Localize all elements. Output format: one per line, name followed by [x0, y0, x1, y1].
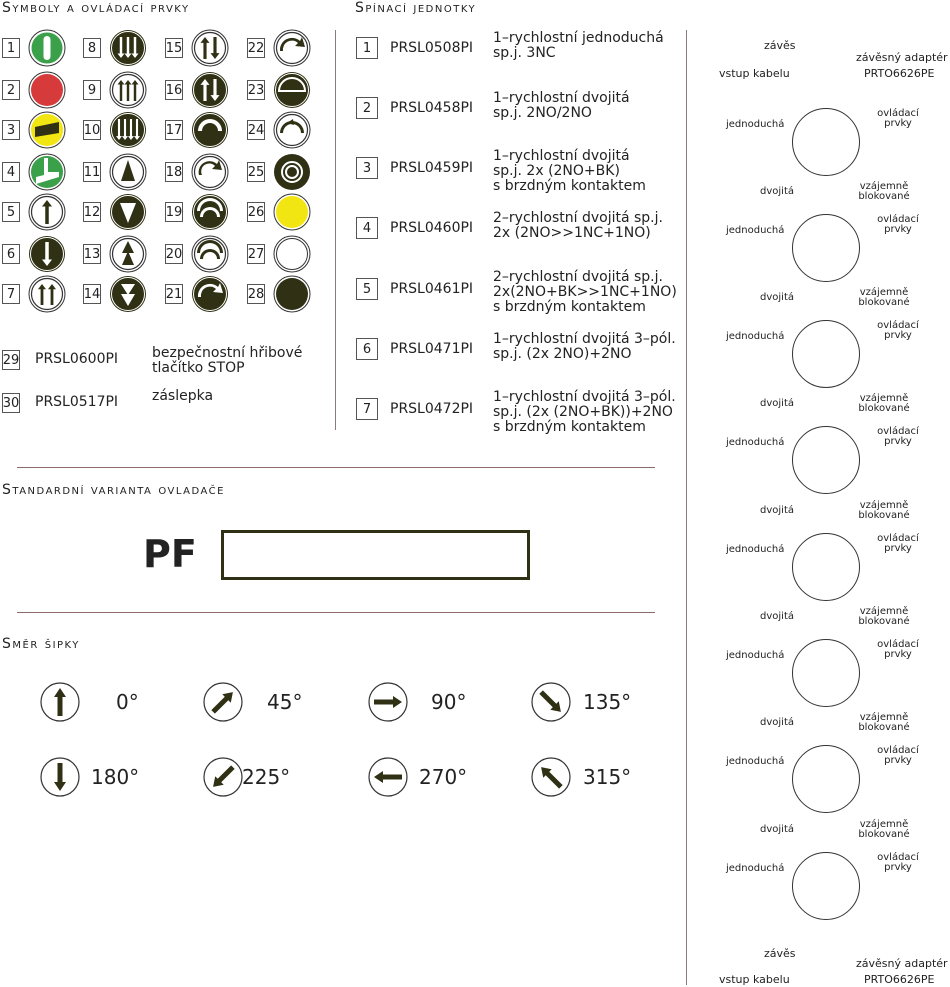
- single-arrow-down-filled-icon: [28, 235, 66, 273]
- arc-cap-outline-icon: [273, 111, 311, 149]
- direction-angle-label: 225°: [242, 765, 291, 789]
- slot-controls-label: prvky: [884, 755, 912, 766]
- arrow-section-title: Směr šipky: [2, 636, 80, 652]
- unit-desc-line: sp.j. 2NO/2NO: [493, 105, 592, 121]
- top-zaves-label: závěs: [764, 39, 796, 52]
- slot-single-label: jednoduchá: [726, 119, 785, 130]
- slot-controls-label: ovládací: [877, 320, 919, 331]
- slot-double-label: dvojitá: [760, 611, 794, 622]
- unit-desc-line: 2–rychlostní dvojitá sp.j.: [493, 269, 663, 285]
- symbol-number: 2: [2, 80, 20, 100]
- slot-interlocked-label: blokované: [858, 403, 910, 414]
- unit-desc-line: s brzdným kontaktem: [493, 299, 646, 315]
- symbol-number: 6: [2, 244, 20, 264]
- control-slot-circle[interactable]: [792, 533, 860, 601]
- slot-controls-label: ovládací: [877, 639, 919, 650]
- extra-desc-line: tlačítko STOP: [152, 360, 245, 376]
- rule-bottom: [17, 612, 655, 613]
- symbol-number: 23: [247, 80, 265, 100]
- slot-interlocked-label: blokované: [858, 829, 910, 840]
- top-cable-label: vstup kabelu: [719, 67, 790, 80]
- yellow-circle-icon: [273, 193, 311, 231]
- slot-interlocked-label: blokované: [858, 297, 910, 308]
- arc-arrow-filled-icon: [191, 275, 229, 313]
- double-arc-filled-icon: [191, 193, 229, 231]
- unit-desc-line: 2x (2NO>>1NC+1NO): [493, 225, 651, 241]
- unit-desc-line: sp.j. 3NC: [493, 45, 556, 61]
- unit-desc-line: sp.j. (2x 2NO)+2NO: [493, 346, 632, 362]
- direction-arrow-icon: [40, 757, 78, 795]
- slot-controls-label: ovládací: [877, 108, 919, 119]
- slot-double-label: dvojitá: [760, 824, 794, 835]
- symbol-number: 22: [247, 38, 265, 58]
- direction-angle-label: 45°: [267, 690, 303, 714]
- green-lever-button-icon: [28, 153, 66, 191]
- double-triangle-up-outline-icon: [109, 235, 147, 273]
- green-white-bar-button-icon: [28, 29, 66, 67]
- slot-controls-label: prvky: [884, 649, 912, 660]
- unit-code: PRSL0471PI: [390, 341, 474, 357]
- slot-controls-label: ovládací: [877, 426, 919, 437]
- unit-desc-line: 2x(2NO+BK>>1NC+1NO): [493, 284, 677, 300]
- unit-code: PRSL0508PI: [390, 40, 474, 56]
- slot-single-label: jednoduchá: [726, 225, 785, 236]
- slot-controls-label: ovládací: [877, 533, 919, 544]
- slot-controls-label: ovládací: [877, 214, 919, 225]
- unit-desc-line: 1–rychlostní jednoduchá: [493, 30, 664, 46]
- double-triangle-down-filled-icon: [109, 275, 147, 313]
- direction-arrow-icon: [203, 757, 241, 795]
- double-arc-outline-icon: [191, 235, 229, 273]
- symbol-number: 18: [165, 162, 183, 182]
- red-button-icon: [28, 71, 66, 109]
- unit-code: PRSL0461PI: [390, 281, 474, 297]
- unit-code: PRSL0458PI: [390, 100, 474, 116]
- symbol-number: 9: [83, 80, 101, 100]
- direction-arrow-icon: [531, 757, 569, 795]
- unit-desc-line: 1–rychlostní dvojitá: [493, 148, 630, 164]
- black-circle-icon: [273, 275, 311, 313]
- unit-desc-line: 1–rychlostní dvojitá 3–pól.: [493, 331, 676, 347]
- direction-angle-label: 270°: [419, 765, 468, 789]
- unit-number: 1: [356, 37, 378, 59]
- symbol-number: 8: [83, 38, 101, 58]
- symbol-number: 3: [2, 120, 20, 140]
- slot-interlocked-label: vzájemně: [859, 287, 909, 298]
- unit-desc-line: sp.j. 2x (2NO+BK): [493, 163, 620, 179]
- control-slot-circle[interactable]: [792, 639, 860, 707]
- direction-angle-label: 0°: [116, 690, 139, 714]
- yellow-button-with-bar-icon: [28, 111, 66, 149]
- direction-arrow-icon: [368, 757, 406, 795]
- slot-single-label: jednoduchá: [726, 756, 785, 767]
- top-adapter-code: PRTO6626PE: [864, 67, 935, 80]
- units-section-title: Spínací jednotky: [355, 0, 477, 16]
- unit-number: 7: [356, 398, 378, 420]
- extra-desc-line: bezpečnostní hřibové: [152, 345, 303, 361]
- unit-number: 3: [356, 157, 378, 179]
- unit-desc-line: 2–rychlostní dvojitá sp.j.: [493, 210, 663, 226]
- symbol-number: 14: [83, 284, 101, 304]
- symbol-number: 28: [247, 284, 265, 304]
- slot-single-label: jednoduchá: [726, 650, 785, 661]
- slot-single-label: jednoduchá: [726, 863, 785, 874]
- symbol-number: 12: [83, 202, 101, 222]
- symbol-number: 16: [165, 80, 183, 100]
- up-down-arrows-outline-icon: [191, 29, 229, 67]
- concentric-circles-filled-icon: [273, 153, 311, 191]
- slot-controls-label: prvky: [884, 224, 912, 235]
- slot-controls-label: prvky: [884, 436, 912, 447]
- slot-controls-label: prvky: [884, 862, 912, 873]
- bottom-cable-label: vstup kabelu: [719, 973, 790, 986]
- unit-number: 5: [356, 278, 378, 300]
- slot-interlocked-label: vzájemně: [859, 393, 909, 404]
- unit-code: PRSL0459PI: [390, 160, 474, 176]
- symbol-number: 15: [165, 38, 183, 58]
- rule-top: [17, 467, 655, 468]
- control-slot-circle[interactable]: [792, 108, 860, 176]
- extra-number: 30: [2, 393, 20, 413]
- variant-prefix: PF: [143, 532, 197, 576]
- bottom-zaves-label: závěs: [764, 947, 796, 960]
- symbol-number: 26: [247, 202, 265, 222]
- extra-desc-line: záslepka: [152, 388, 214, 404]
- slot-interlocked-label: blokované: [858, 191, 910, 202]
- unit-desc-line: 1–rychlostní dvojitá 3–pól.: [493, 389, 676, 405]
- symbol-number: 27: [247, 244, 265, 264]
- direction-angle-label: 135°: [583, 690, 632, 714]
- symbol-number: 24: [247, 120, 265, 140]
- slot-controls-label: prvky: [884, 543, 912, 554]
- triangle-down-filled-icon: [109, 193, 147, 231]
- unit-desc-line: 1–rychlostní dvojitá: [493, 90, 630, 106]
- slot-controls-label: ovládací: [877, 745, 919, 756]
- symbol-number: 19: [165, 202, 183, 222]
- curved-arrow-outline-icon: [191, 153, 229, 191]
- slot-single-label: jednoduchá: [726, 331, 785, 342]
- slot-interlocked-label: blokované: [858, 722, 910, 733]
- slot-interlocked-label: vzájemně: [859, 712, 909, 723]
- control-slot-circle[interactable]: [792, 745, 860, 813]
- slot-double-label: dvojitá: [760, 505, 794, 516]
- symbol-number: 13: [83, 244, 101, 264]
- symbol-number: 11: [83, 162, 101, 182]
- variant-input-box[interactable]: [221, 530, 530, 580]
- white-circle-icon: [273, 235, 311, 273]
- top-adapter-label: závěsný adaptér: [856, 51, 948, 64]
- direction-angle-label: 180°: [91, 765, 140, 789]
- slot-double-label: dvojitá: [760, 398, 794, 409]
- direction-arrow-icon: [40, 682, 78, 720]
- symbol-number: 1: [2, 38, 20, 58]
- unit-desc-line: s brzdným kontaktem: [493, 419, 646, 435]
- extra-number: 29: [2, 350, 20, 370]
- unit-desc-line: sp.j. (2x (2NO+BK))+2NO: [493, 404, 673, 420]
- slot-single-label: jednoduchá: [726, 544, 785, 555]
- unit-number: 6: [356, 338, 378, 360]
- slot-double-label: dvojitá: [760, 186, 794, 197]
- unit-number: 4: [356, 217, 378, 239]
- quad-arrow-down-filled-icon: [109, 111, 147, 149]
- symbol-number: 4: [2, 162, 20, 182]
- triple-arrow-down-filled-icon: [109, 29, 147, 67]
- slot-single-label: jednoduchá: [726, 437, 785, 448]
- arc-cap-filled-icon: [273, 71, 311, 109]
- direction-arrow-icon: [531, 682, 569, 720]
- control-slot-circle[interactable]: [792, 852, 860, 920]
- direction-arrow-icon: [368, 682, 406, 720]
- extra-code: PRSL0600PI: [35, 351, 119, 367]
- arc-arrow-outline-icon: [273, 29, 311, 67]
- double-arrow-up-outline-icon: [28, 275, 66, 313]
- direction-angle-label: 315°: [583, 765, 632, 789]
- divider-left: [335, 30, 336, 430]
- symbol-number: 10: [83, 120, 101, 140]
- arc-filled-icon: [191, 111, 229, 149]
- control-slot-circle[interactable]: [792, 426, 860, 494]
- slot-controls-label: ovládací: [877, 852, 919, 863]
- symbol-number: 21: [165, 284, 183, 304]
- variant-section-title: Standardní varianta ovladače: [2, 482, 225, 498]
- slot-controls-label: prvky: [884, 118, 912, 129]
- slot-interlocked-label: vzájemně: [859, 500, 909, 511]
- slot-double-label: dvojitá: [760, 292, 794, 303]
- bottom-adapter-label: závěsný adaptér: [856, 957, 948, 970]
- symbol-number: 25: [247, 162, 265, 182]
- slot-controls-label: prvky: [884, 330, 912, 341]
- slot-interlocked-label: vzájemně: [859, 181, 909, 192]
- triple-arrow-up-outline-icon: [109, 71, 147, 109]
- bottom-adapter-code: PRTO6626PE: [864, 973, 935, 986]
- triangle-up-outline-icon: [109, 153, 147, 191]
- unit-desc-line: s brzdným kontaktem: [493, 178, 646, 194]
- symbol-number: 5: [2, 202, 20, 222]
- symbol-number: 17: [165, 120, 183, 140]
- slot-interlocked-label: blokované: [858, 616, 910, 627]
- slot-double-label: dvojitá: [760, 717, 794, 728]
- control-slot-circle[interactable]: [792, 320, 860, 388]
- slot-interlocked-label: vzájemně: [859, 606, 909, 617]
- divider-right: [686, 30, 687, 985]
- control-slot-circle[interactable]: [792, 214, 860, 282]
- slot-interlocked-label: vzájemně: [859, 819, 909, 830]
- extra-code: PRSL0517PI: [35, 394, 119, 410]
- up-down-arrows-filled-icon: [191, 71, 229, 109]
- slot-interlocked-label: blokované: [858, 510, 910, 521]
- direction-angle-label: 90°: [431, 690, 467, 714]
- unit-code: PRSL0472PI: [390, 401, 474, 417]
- symbol-number: 20: [165, 244, 183, 264]
- direction-arrow-icon: [203, 682, 241, 720]
- single-arrow-up-outline-icon: [28, 193, 66, 231]
- symbol-number: 7: [2, 284, 20, 304]
- symbols-section-title: Symboly a ovládací prvky: [2, 0, 190, 16]
- unit-code: PRSL0460PI: [390, 220, 474, 236]
- unit-number: 2: [356, 97, 378, 119]
